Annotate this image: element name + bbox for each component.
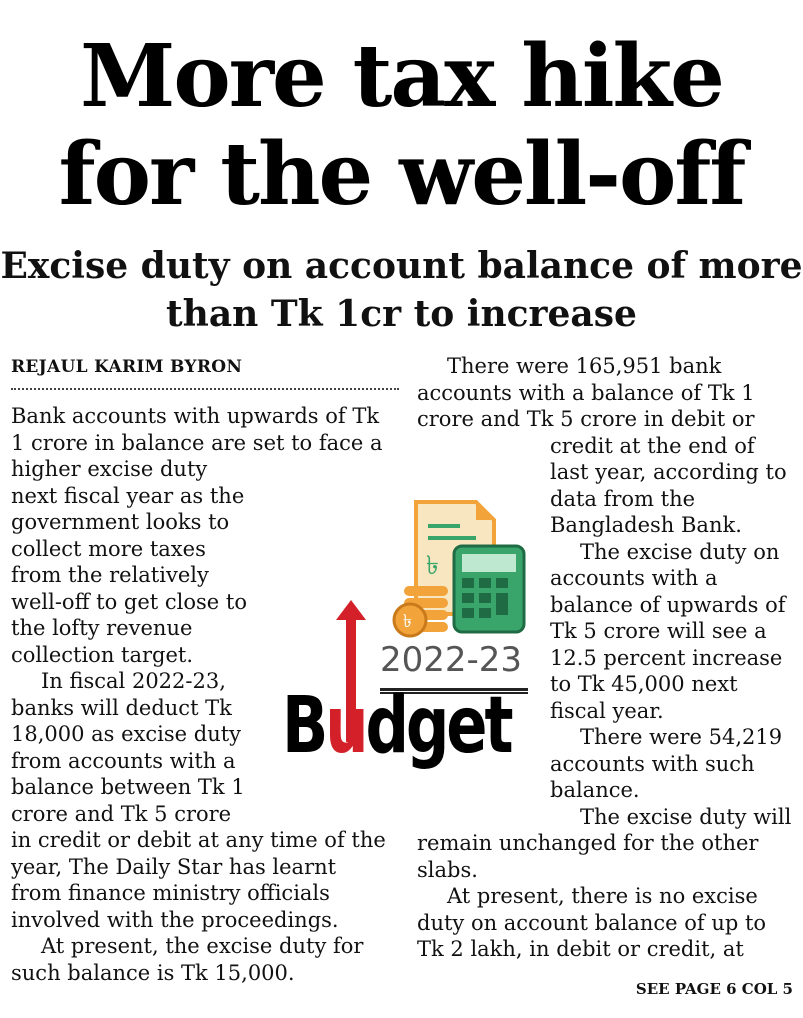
headline: More tax hike for the well-off bbox=[58, 26, 745, 225]
svg-text:৳: ৳ bbox=[426, 551, 439, 581]
continuation-note: SEE PAGE 6 COL 5 bbox=[635, 980, 793, 998]
paragraph: In fiscal 2022-23, banks will deduct Tk 18,000 as excise duty from accounts with a balance between Tk 1 crore and Tk 5 crore in credit or debit at any time of the year, The Daily Star has learnt from finance ministry officials involved with the proceedings. bbox=[11, 669, 386, 932]
paragraph: There were 165,951 bank accounts with a balance of Tk 1 crore and Tk 5 crore in debit or credit at the end of last year, according to data from the Bangladesh Bank. bbox=[417, 354, 787, 537]
paragraph: At present, the excise duty for such balance is Tk 15,000. bbox=[11, 934, 364, 985]
subheadline: Excise duty on account balance of more than Tk 1cr to increase bbox=[0, 245, 803, 335]
budget-word bbox=[282, 681, 510, 771]
paragraph: The excise duty will remain unchanged for the other slabs. bbox=[417, 804, 792, 882]
paragraph: The excise duty on accounts with a balance of upwards of Tk 5 crore will see a 12.5 percent increase to Tk 45,000 next fiscal year. bbox=[550, 539, 786, 723]
graphic-year: 2022-23 bbox=[380, 640, 523, 680]
byline-divider bbox=[11, 388, 399, 390]
paragraph: Bank accounts with upwards of Tk 1 crore in balance are set to face a higher excise duty next fiscal year as the government looks to collect more taxes from the relatively well-off to get close to the lofty revenue collection target. bbox=[11, 404, 383, 667]
budget-word-accent: u bbox=[325, 681, 366, 771]
paragraph: At present, there is no excise duty on account balance of up to Tk 2 lakh, in debit or credit, at bbox=[417, 884, 767, 961]
byline: REJAUL KARIM BYRON bbox=[11, 357, 243, 377]
budget-word-part: B bbox=[282, 681, 326, 771]
paragraph: There were 54,219 accounts with such balance. bbox=[550, 725, 783, 802]
svg-text:৳: ৳ bbox=[403, 611, 412, 632]
budget-word-part: dget bbox=[365, 681, 511, 771]
coins-icon bbox=[394, 586, 448, 636]
calculator-icon bbox=[454, 546, 524, 632]
